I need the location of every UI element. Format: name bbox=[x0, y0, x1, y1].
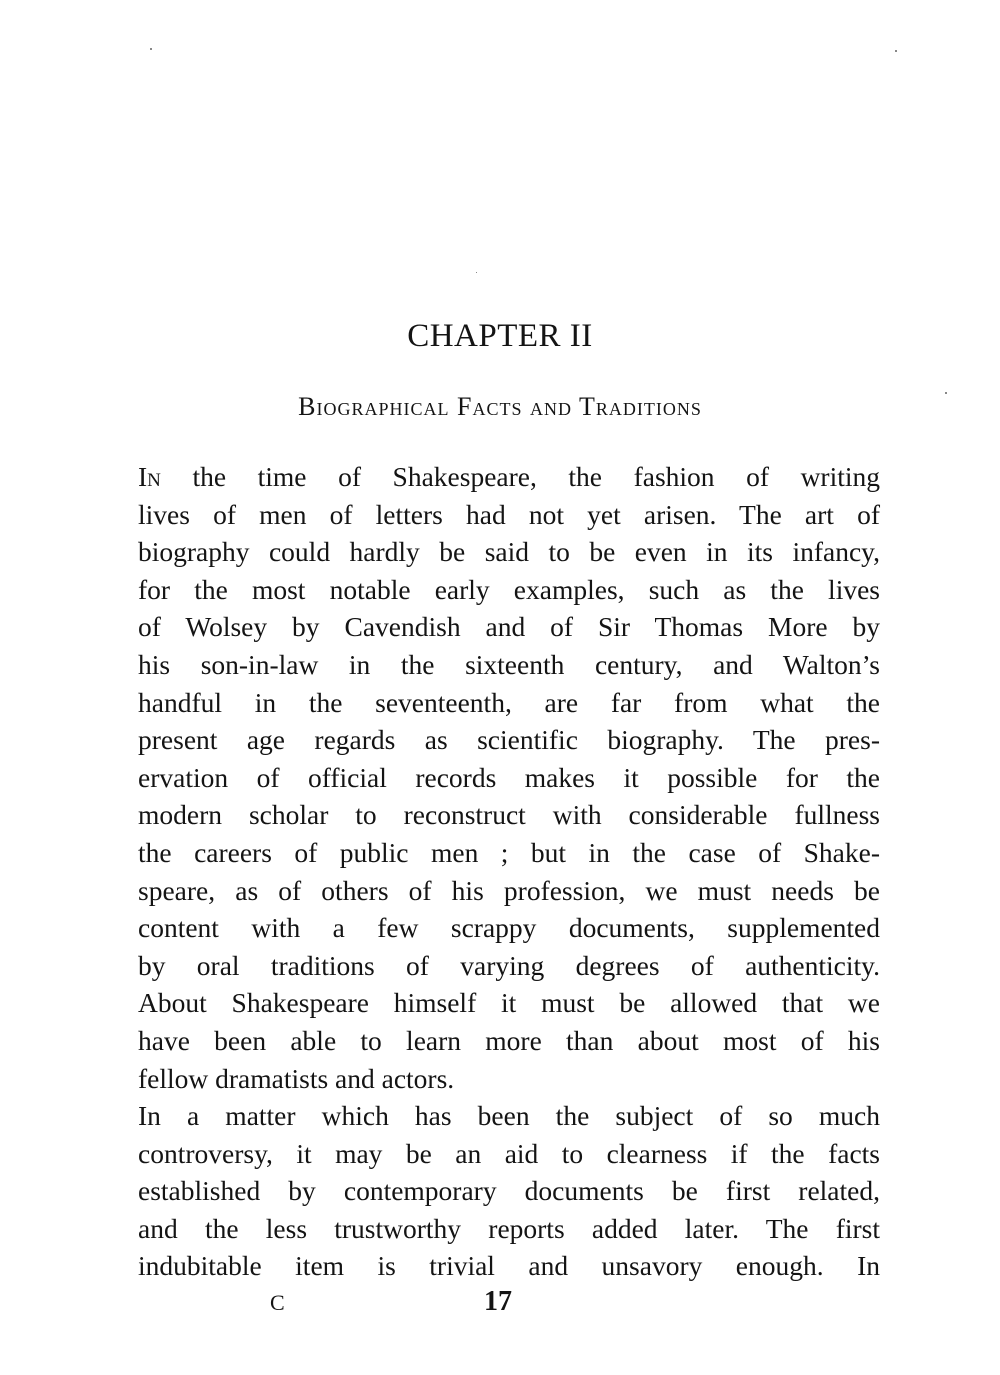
text-line: established by contemporary documents be first related, bbox=[138, 1175, 880, 1207]
body-text bbox=[138, 458, 880, 1285]
text-line: present age regards as scientific biography. The pres- bbox=[138, 724, 880, 756]
text-line: speare, as of others of his profession, we must needs be bbox=[138, 874, 880, 906]
text-line: controversy, it may be an aid to clearness if the facts bbox=[138, 1137, 880, 1169]
scan-speck bbox=[895, 50, 897, 52]
text-line: by oral traditions of varying degrees of authenticity. bbox=[138, 949, 880, 981]
paragraph bbox=[138, 1097, 880, 1285]
text-line: handful in the seventeenth, are far from what the bbox=[138, 686, 880, 718]
text-line: biography could hardly be said to be even in its infancy, bbox=[138, 536, 880, 568]
text-line: About Shakespeare himself it must be allowed that we bbox=[138, 987, 880, 1019]
text-line: indubitable item is trivial and unsavory enough. In bbox=[138, 1250, 880, 1282]
text-line: In a matter which has been the subject of so much bbox=[138, 1100, 880, 1132]
chapter-subtitle: Biographical Facts and Traditions bbox=[298, 392, 702, 421]
text-line: lives of men of letters had not yet arisen. The art of bbox=[138, 498, 880, 530]
text-line: ervation of official records makes it possible for the bbox=[138, 761, 880, 793]
text-line: the careers of public men ; but in the case of Shake- bbox=[138, 836, 880, 868]
lead-word: In bbox=[138, 461, 161, 492]
text-line: In the time of Shakespeare, the fashion of writing bbox=[138, 461, 881, 492]
text-line: of Wolsey by Cavendish and of Sir Thomas More by bbox=[138, 611, 880, 643]
text-line: modern scholar to reconstruct with considerable fullness bbox=[138, 799, 880, 831]
text-line: and the less trustworthy reports added later. The first bbox=[138, 1212, 880, 1244]
signature-mark: C bbox=[270, 1290, 285, 1315]
scan-speck bbox=[476, 272, 477, 273]
chapter-title: CHAPTER II bbox=[407, 318, 593, 354]
text-line: for the most notable early examples, such as the lives bbox=[138, 573, 880, 605]
text-line: fellow dramatists and actors. bbox=[138, 1062, 455, 1094]
paragraph bbox=[138, 458, 880, 1097]
text-line: have been able to learn more than about most of his bbox=[138, 1024, 880, 1056]
scan-speck bbox=[150, 48, 152, 50]
text-line: content with a few scrappy documents, supplemented bbox=[138, 912, 880, 944]
text-line: his son-in-law in the sixteenth century, and Walton’s bbox=[138, 648, 880, 680]
page-number: 17 bbox=[484, 1286, 512, 1317]
